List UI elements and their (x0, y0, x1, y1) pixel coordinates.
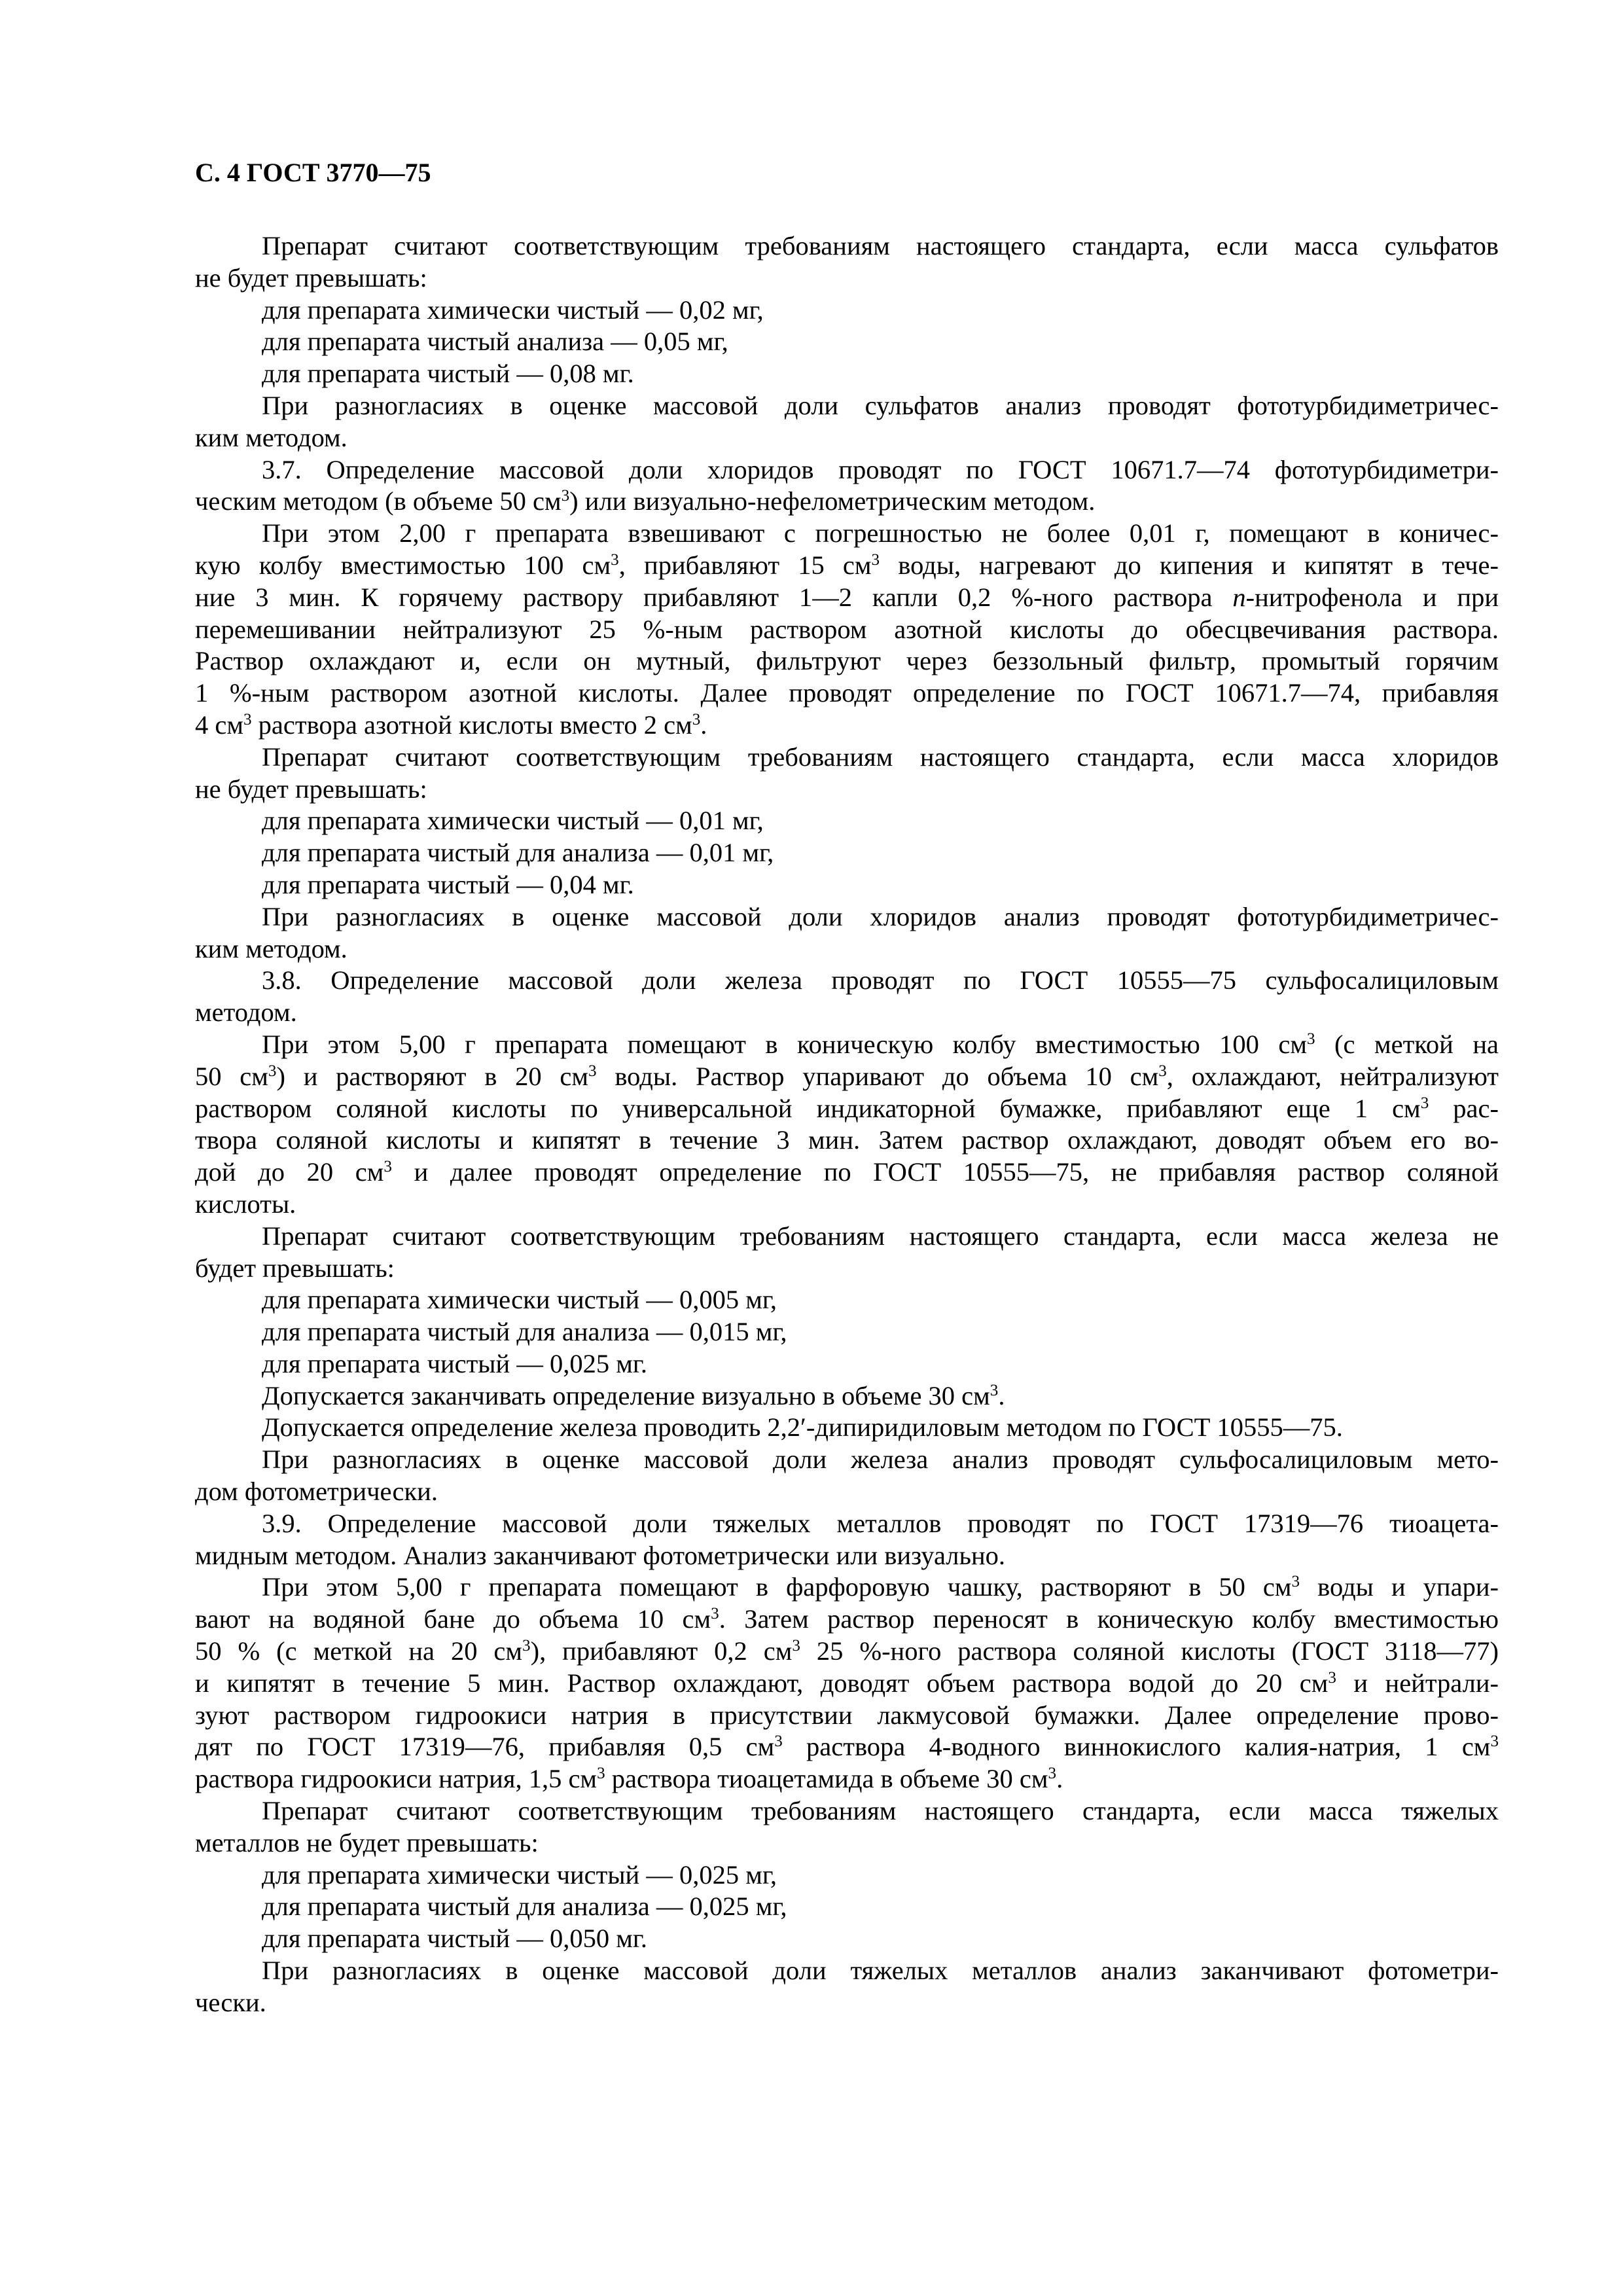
text-line: ческим методом (в объеме 50 $см^3$) или визуально-нефелометрическим методом. (195, 486, 1096, 516)
superscript: 3 (243, 711, 252, 729)
text-line: При разногласиях в оценке массовой доли тяжелых металлов анализ заканчивают фотометри- (262, 1956, 1499, 1986)
text-line: При разногласиях в оценке массовой доли сульфатов анализ проводят фототурбидиметричес- (262, 390, 1499, 420)
document-body (195, 230, 1499, 2019)
superscript: 3 (1490, 1732, 1499, 1751)
text-line: чески. (195, 1987, 266, 2017)
text-line: Препарат считают соответствующим требованиям настоящего стандарта, если масса хлоридов (262, 742, 1499, 772)
text-line: дой до 20 $см^3$ и далее проводят определение по ГОСТ 10555—75, не прибавляя раствор соляной (195, 1157, 1499, 1187)
text-line: При этом 2,00 г препарата взвешивают с погрешностью не более 0,01 г, помещают в коничес- (262, 518, 1499, 548)
text-line: 50 % (с меткой на 20 $см^3$), прибавляют 0,2 $см^3$ 25 %-ного раствора соляной кислоты (ГОСТ 3118—77) (195, 1636, 1499, 1666)
text-line: и кипятят в течение 5 мин. Раствор охлаждают, доводят объем раствора водой до 20 $см^3$ и нейтрали- (195, 1668, 1499, 1698)
superscript: 3 (588, 1062, 597, 1080)
text-line: дят по ГОСТ 17319—76, прибавляя 0,5 $см^3$ раствора 4-водного виннокислого калия-натрия, 1 $см^3$ (195, 1732, 1499, 1762)
text-line: для препарата чистый — 0,050 мг. (262, 1924, 647, 1954)
text-line: 4 $см^3$ раствора азотной кислоты вместо 2 $см^3$. (195, 709, 707, 740)
superscript: 3 (611, 551, 619, 569)
text-line: методом. (195, 997, 297, 1028)
text-line: перемешивании нейтрализуют 25 %-ным раствором азотной кислоты до обесцвечивания раствора. (195, 614, 1499, 644)
text-line: ние 3 мин. К горячему раствору прибавляют 1—2 капли 0,2 %-ного раствора п-нитрофенола и при (195, 582, 1499, 612)
text-line: Препарат считают соответствующим требованиям настоящего стандарта, если масса тяжелых (262, 1796, 1499, 1826)
text-line: вают на водяной бане до объема 10 $см^3$. Затем раствор переносят в коническую колбу вместимостью (195, 1604, 1499, 1634)
text-line: для препарата чистый для анализа — 0,015 мг, (262, 1317, 787, 1347)
text-line: 50 $см^3$) и растворяют в 20 $см^3$ воды. Раствор упаривают до объема 10 $см^3$, охлаждают, нейтрализуют (195, 1061, 1499, 1091)
superscript: 3 (1048, 1765, 1057, 1783)
superscript: 3 (383, 1158, 392, 1176)
text-line: Допускается заканчивать определение визуально в объеме 30 $см^3$. (262, 1380, 1005, 1410)
text-line: для препарата чистый анализа — 0,05 мг, (262, 327, 728, 357)
text-line: для препарата чистый — 0,04 мг. (262, 869, 634, 899)
text-line: не будет превышать: (195, 262, 427, 293)
text-line: дом фотометрически. (195, 1477, 438, 1507)
text-line: При этом 5,00 г препарата помещают в коническую колбу вместимостью 100 $см^3$ (с меткой на (262, 1029, 1499, 1059)
superscript: 3 (1420, 1094, 1429, 1112)
text-line: Допускается определение железа проводить 2,2′-дипиридиловым методом по ГОСТ 10555—75. (262, 1412, 1343, 1443)
text-line: 3.8. Определение массовой доли железа проводят по ГОСТ 10555—75 сульфосалициловым (262, 965, 1499, 996)
superscript: 3 (774, 1732, 783, 1751)
text-line: для препарата химически чистый — 0,025 мг, (262, 1859, 777, 1890)
superscript: 3 (1307, 1030, 1315, 1049)
superscript: 3 (597, 1765, 605, 1783)
superscript: 3 (990, 1381, 999, 1399)
text-line: раствором соляной кислоты по универсальной индикаторной бумажке, прибавляют еще 1 $см^3$ рас- (195, 1093, 1499, 1123)
text-line: ким методом. (195, 933, 348, 963)
superscript: 3 (1158, 1062, 1167, 1080)
text-line: Препарат считают соответствующим требованиям настоящего стандарта, если масса железа не (262, 1221, 1499, 1251)
page-header: С. 4 ГОСТ 3770—75 (195, 158, 431, 187)
text-line: для препарата чистый — 0,025 мг. (262, 1348, 647, 1378)
text-line: для препарата химически чистый — 0,02 мг, (262, 295, 764, 325)
text-line: для препарата чистый — 0,08 мг. (262, 359, 634, 389)
text-line: металлов не будет превышать: (195, 1827, 539, 1857)
text-line: раствора гидроокиси натрия, 1,5 $см^3$ раствора тиоацетамида в объеме 30 $см^3$. (195, 1764, 1063, 1794)
superscript: 3 (1291, 1573, 1300, 1591)
text-line: При разногласиях в оценке массовой доли хлоридов анализ проводят фототурбидиметричес- (262, 901, 1499, 931)
text-line: зуют раствором гидроокиси натрия в присутствии лакмусовой бумажки. Далее определение прово- (195, 1700, 1499, 1730)
italic-text: п (1232, 582, 1246, 612)
text-line: 1 %-ным раствором азотной кислоты. Далее проводят определение по ГОСТ 10671.7—74, прибавляя (195, 678, 1499, 708)
text-line: 3.7. Определение массовой доли хлоридов проводят по ГОСТ 10671.7—74 фототурбидиметри- (262, 454, 1499, 484)
superscript: 3 (268, 1062, 277, 1080)
superscript: 3 (561, 487, 570, 505)
text-line: мидным методом. Анализ заканчивают фотометрически или визуально. (195, 1540, 1005, 1570)
superscript: 3 (1328, 1669, 1336, 1687)
text-line: кислоты. (195, 1189, 296, 1219)
text-line: будет превышать: (195, 1253, 395, 1283)
text-line: не будет превышать: (195, 774, 427, 804)
text-line: для препарата химически чистый — 0,01 мг, (262, 806, 764, 836)
superscript: 3 (871, 551, 880, 569)
superscript: 3 (692, 711, 701, 729)
text-line: для препарата химически чистый — 0,005 мг, (262, 1285, 777, 1315)
text-line: для препарата чистый для анализа — 0,01 мг, (262, 838, 774, 868)
text-line: Раствор охлаждают и, если он мутный, фильтруют через беззольный фильтр, промытый горячим (195, 646, 1499, 676)
text-line: твора соляной кислоты и кипятят в течение 3 мин. Затем раствор охлаждают, доводят объем его во- (195, 1125, 1499, 1155)
text-line: кую колбу вместимостью 100 $см^3$, прибавляют 15 $см^3$ воды, нагревают до кипения и кипятят в тече- (195, 550, 1499, 580)
text-line: 3.9. Определение массовой доли тяжелых металлов проводят по ГОСТ 17319—76 тиоацета- (262, 1508, 1499, 1538)
superscript: 3 (711, 1605, 719, 1623)
superscript: 3 (522, 1637, 531, 1655)
text-line: При разногласиях в оценке массовой доли железа анализ проводят сульфосалициловым мето- (262, 1444, 1499, 1475)
superscript: 3 (792, 1637, 800, 1655)
text-line: При этом 5,00 г препарата помещают в фарфоровую чашку, растворяют в 50 $см^3$ воды и упари- (262, 1572, 1499, 1602)
text-line: для препарата чистый для анализа — 0,025 мг, (262, 1892, 787, 1922)
text-line: ким методом. (195, 422, 348, 452)
text-line: Препарат считают соответствующим требованиям настоящего стандарта, если масса сульфатов (262, 231, 1499, 260)
